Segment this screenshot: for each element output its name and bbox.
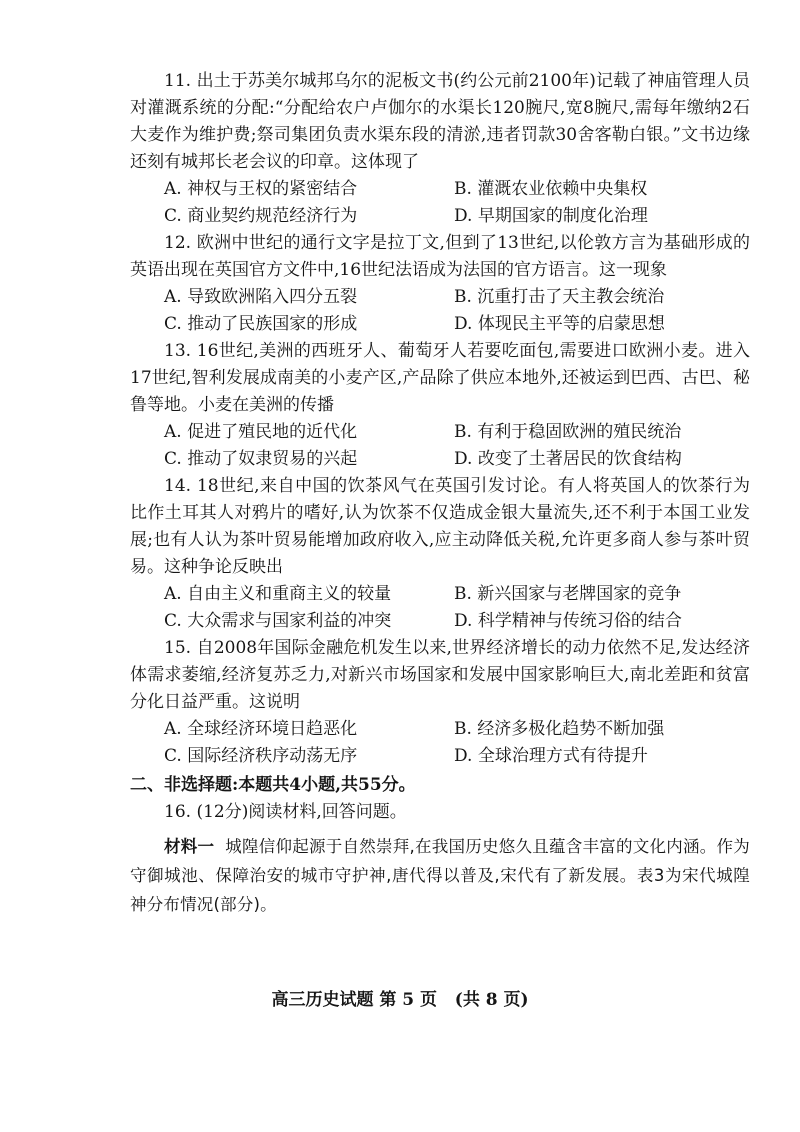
option-b: B. 有利于稳固欧洲的殖民统治	[454, 422, 682, 442]
options-grid	[130, 581, 750, 635]
material-text: 城隍信仰起源于自然崇拜,在我国历史悠久且蕴含丰富的文化内涵。作为守御城池、保障治安的城市守护神,唐代得以普及,宋代有了新发展。表3为宋代城隍神分布情况(部分)。	[130, 837, 750, 914]
option-d: D. 改变了土著居民的饮食结构	[454, 449, 682, 469]
option-c: C. 国际经济秩序动荡无序	[164, 746, 358, 766]
question-stem: 12. 欧洲中世纪的通行文字是拉丁文,但到了13世纪,以伦敦方言为基础形成的英语出现在英国官方文件中,16世纪法语成为法国的官方语言。这一现象	[130, 233, 750, 280]
option-b: B. 沉重打击了天主教会统治	[454, 287, 665, 307]
question-13	[130, 338, 750, 473]
option-c: C. 推动了民族国家的形成	[164, 314, 358, 334]
option-d: D. 科学精神与传统习俗的结合	[454, 611, 682, 631]
option-c: C. 商业契约规范经济行为	[164, 206, 358, 226]
options-grid	[130, 716, 750, 770]
material-label: 材料一	[164, 837, 215, 856]
option-d: D. 早期国家的制度化治理	[454, 206, 648, 226]
options-grid	[130, 284, 750, 338]
page-footer: 高三历史试题 第 5 页 (共 8 页)	[271, 990, 529, 1010]
question-stem: 11. 出土于苏美尔城邦乌尔的泥板文书(约公元前2100年)记载了神庙管理人员对灌溉系统的分配:“分配给农户卢伽尔的水渠长120腕尺,宽8腕尺,需每年缴纳2石大麦作为维护费;祭司集团负责水渠东段的清淤,违者罚款30舍客勒白银。”文书边缘还刻有城邦长老会议的印章。这体现了	[130, 71, 750, 172]
option-d: D. 全球治理方式有待提升	[454, 746, 648, 766]
question-11	[130, 68, 750, 230]
option-c: C. 大众需求与国家利益的冲突	[164, 611, 392, 631]
option-a: A. 促进了殖民地的近代化	[164, 422, 358, 442]
option-c: C. 推动了奴隶贸易的兴起	[164, 449, 358, 469]
option-b: B. 新兴国家与老牌国家的竞争	[454, 584, 682, 604]
question-16-stem: 16. (12分)阅读材料,回答问题。	[164, 802, 407, 822]
question-stem: 15. 自2008年国际金融危机发生以来,世界经济增长的动力依然不足,发达经济体需求萎缩,经济复苏乏力,对新兴市场国家和发展中国家影响巨大,南北差距和贫富分化日益严重。这说明	[130, 638, 750, 712]
option-b: B. 灌溉农业依赖中央集权	[454, 179, 648, 199]
page-content	[130, 68, 750, 919]
option-a: A. 神权与王权的紧密结合	[164, 179, 358, 199]
options-grid	[130, 176, 750, 230]
section-heading: 二、非选择题:本题共4小题,共55分。	[130, 775, 416, 795]
option-a: A. 导致欧洲陷入四分五裂	[164, 287, 358, 307]
options-grid	[130, 419, 750, 473]
option-a: A. 全球经济环境日趋恶化	[164, 719, 358, 739]
option-b: B. 经济多极化趋势不断加强	[454, 719, 665, 739]
question-stem: 14. 18世纪,来自中国的饮茶风气在英国引发讨论。有人将英国人的饮茶行为比作土耳其人对鸦片的嗜好,认为饮茶不仅造成金银大量流失,还不利于本国工业发展;也有人认为茶叶贸易能增加政府收入,应主动降低关税,允许更多商人参与茶叶贸易。这种争论反映出	[130, 476, 750, 577]
material-one	[130, 832, 750, 919]
question-15	[130, 635, 750, 770]
question-14	[130, 473, 750, 635]
option-a: A. 自由主义和重商主义的较量	[164, 584, 392, 604]
question-stem: 13. 16世纪,美洲的西班牙人、葡萄牙人若要吃面包,需要进口欧洲小麦。进入17世纪,智利发展成南美的小麦产区,产品除了供应本地外,还被运到巴西、古巴、秘鲁等地。小麦在美洲的传播	[130, 341, 750, 415]
option-d: D. 体现民主平等的启蒙思想	[454, 314, 665, 334]
question-12	[130, 230, 750, 338]
